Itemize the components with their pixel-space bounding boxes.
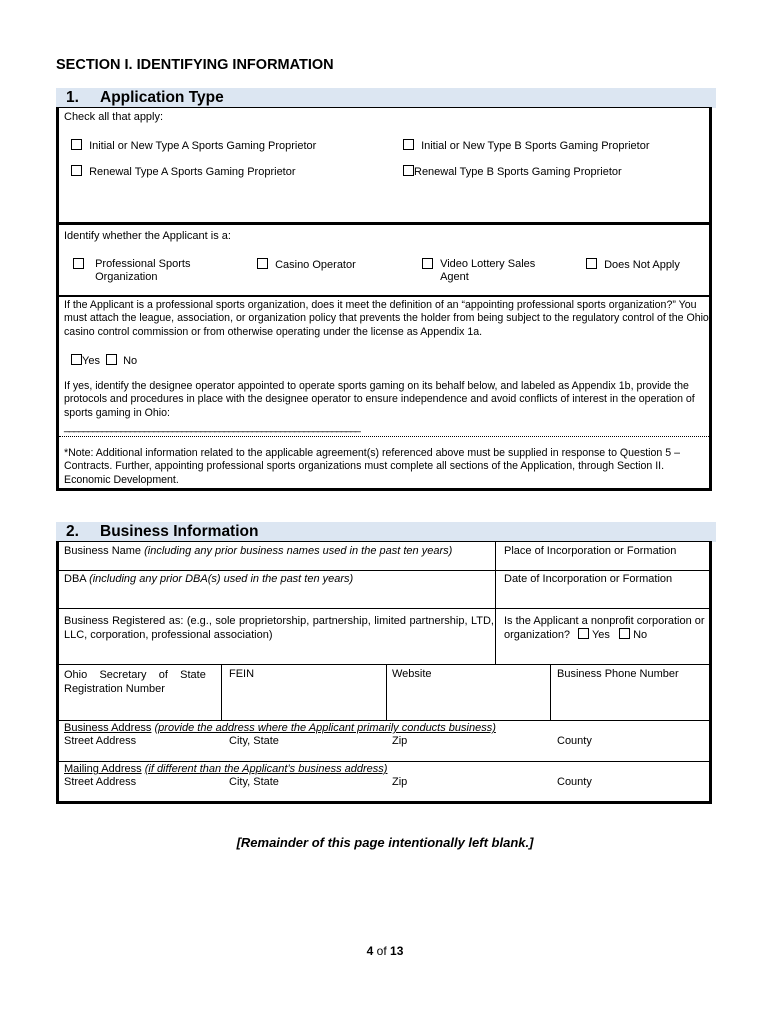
business-info-number: 2. xyxy=(66,523,79,540)
business-zip-label: Zip xyxy=(392,735,408,747)
type-video-lottery-line1: Video Lottery Sales xyxy=(440,258,536,270)
pso-answer xyxy=(71,354,137,368)
business-name-field[interactable] xyxy=(64,545,452,558)
nonprofit-question xyxy=(504,614,714,642)
checkbox-renewal-type-a[interactable] xyxy=(71,165,82,176)
pso-yes-label: Yes xyxy=(82,355,100,367)
page-of: of xyxy=(376,944,387,958)
business-address-label: Business Address xyxy=(64,722,152,734)
fein-field[interactable]: FEIN xyxy=(229,668,255,680)
option-renewal-type-b[interactable] xyxy=(403,165,622,179)
checkbox-pso-no[interactable] xyxy=(106,354,117,365)
divider xyxy=(59,570,709,571)
sos-label-line1: Ohio Secretary of State xyxy=(64,669,206,681)
divider xyxy=(59,295,709,297)
dba-hint: (including any prior DBA(s) used in the past ten years) xyxy=(89,573,354,585)
business-address-field[interactable] xyxy=(64,722,496,735)
nonprofit-no-label: No xyxy=(633,629,648,641)
option-initial-type-a[interactable] xyxy=(71,139,316,153)
checkbox-does-not-apply[interactable] xyxy=(586,258,597,269)
pso-no-label: No xyxy=(123,355,138,367)
nonprofit-q2: organization? xyxy=(504,629,571,641)
checkbox-renewal-type-b[interactable] xyxy=(403,165,414,176)
type-professional-sports-line1: Professional Sports xyxy=(95,258,191,270)
column-divider xyxy=(386,664,387,720)
registered-as-field[interactable]: Business Registered as: (e.g., sole proprietorship, partnership, limited partnership, LTD, LLC, corporation, professional association) xyxy=(64,615,494,641)
application-type-box xyxy=(56,107,712,491)
column-divider xyxy=(221,664,222,720)
nonprofit-q1: Is the Applicant a nonprofit corporation or xyxy=(504,615,705,627)
note-text: *Note: Additional information related to the applicable agreement(s) referenced above must be supplied in response to Question 5 – Contracts. Further, appointing professional sports organizations must complete all sections of the Application, through Section II. Economic Development. xyxy=(64,447,680,486)
sos-label-line2: Registration Number xyxy=(64,683,165,695)
divider xyxy=(59,222,709,225)
checkbox-pso-yes[interactable] xyxy=(71,354,82,365)
identify-label: Identify whether the Applicant is a: xyxy=(64,230,231,242)
designee-blank-line[interactable]: _______________________________________________________________ xyxy=(64,421,360,433)
column-divider xyxy=(550,664,551,720)
nonprofit-yes-label: Yes xyxy=(591,629,610,641)
application-type-number: 1. xyxy=(66,89,79,106)
business-info-title: Business Information xyxy=(100,523,259,540)
option-renewal-type-a-label: Renewal Type A Sports Gaming Proprietor xyxy=(89,166,296,178)
type-casino-operator-label: Casino Operator xyxy=(275,259,356,271)
checkbox-casino-operator[interactable] xyxy=(257,258,268,269)
type-does-not-apply[interactable] xyxy=(586,258,680,272)
type-does-not-apply-label: Does Not Apply xyxy=(604,259,680,271)
mailing-address-field[interactable] xyxy=(64,763,387,776)
business-address-hint: (provide the address where the Applicant primarily conducts business) xyxy=(154,722,496,734)
checkbox-initial-type-b[interactable] xyxy=(403,139,414,150)
check-all-label: Check all that apply: xyxy=(64,111,164,123)
business-county-label: County xyxy=(557,735,592,747)
pso-question: If the Applicant is a professional sports organization, does it meet the definition of an “appointing professional sports organization?” You must attach the league, association, or organization policy that prevents the holder from being subject to the regulatory control of the Ohio casino control commission or from otherwise operating under the license as Appendix 1a. xyxy=(64,299,709,338)
page-total: 13 xyxy=(390,944,404,958)
checkbox-professional-sports[interactable] xyxy=(73,258,84,269)
column-divider xyxy=(495,542,496,664)
type-casino-operator[interactable] xyxy=(257,258,356,272)
checkbox-nonprofit-yes[interactable] xyxy=(578,628,589,639)
application-type-title: Application Type xyxy=(100,89,224,106)
dba-label: DBA xyxy=(64,573,87,585)
checkbox-initial-type-a[interactable] xyxy=(71,139,82,150)
divider xyxy=(59,761,709,762)
business-info-header xyxy=(56,522,716,542)
dba-field[interactable] xyxy=(64,573,353,586)
designee-text: If yes, identify the designee operator appointed to operate sports gaming on its behalf below, and labeled as Appendix 1b, provide the protocols and procedures in place with the designee operator to ensure independence and avoid conflicts of interest in the operation of sports gaming in Ohio: xyxy=(64,380,695,419)
mailing-address-hint: (if different than the Applicant’s business address) xyxy=(144,763,388,775)
website-field[interactable]: Website xyxy=(392,668,432,680)
checkbox-video-lottery[interactable] xyxy=(422,258,433,269)
checkbox-nonprofit-no[interactable] xyxy=(619,628,630,639)
option-initial-type-b[interactable] xyxy=(403,139,650,153)
mailing-county-label: County xyxy=(557,776,592,788)
divider xyxy=(59,720,709,721)
type-video-lottery[interactable] xyxy=(422,258,535,284)
option-initial-type-a-label: Initial or New Type A Sports Gaming Proprietor xyxy=(89,140,317,152)
blank-page-note: [Remainder of this page intentionally left blank.] xyxy=(236,835,534,850)
business-name-hint: (including any prior business names used in the past ten years) xyxy=(144,545,453,557)
application-type-header xyxy=(56,88,716,108)
type-professional-sports[interactable] xyxy=(73,258,190,284)
option-initial-type-b-label: Initial or New Type B Sports Gaming Proprietor xyxy=(421,140,650,152)
type-video-lottery-line2: Agent xyxy=(440,271,469,283)
date-incorporation-field[interactable]: Date of Incorporation or Formation xyxy=(504,573,673,585)
section-title: SECTION I. IDENTIFYING INFORMATION xyxy=(56,57,334,73)
mailing-address-label: Mailing Address xyxy=(64,763,142,775)
divider xyxy=(59,608,709,609)
business-info-box xyxy=(56,541,712,804)
business-street-label: Street Address xyxy=(64,735,137,747)
mailing-city-state-label: City, State xyxy=(229,776,279,788)
mailing-zip-label: Zip xyxy=(392,776,408,788)
divider xyxy=(59,436,709,437)
type-professional-sports-line2: Organization xyxy=(95,271,158,283)
mailing-street-label: Street Address xyxy=(64,776,137,788)
option-renewal-type-a[interactable] xyxy=(71,165,296,179)
sos-registration-field[interactable] xyxy=(64,668,218,696)
page-number: 4 xyxy=(366,944,374,958)
business-city-state-label: City, State xyxy=(229,735,279,747)
option-renewal-type-b-label: Renewal Type B Sports Gaming Proprietor xyxy=(414,166,622,178)
business-name-label: Business Name xyxy=(64,545,142,557)
divider xyxy=(59,664,709,665)
business-phone-field[interactable]: Business Phone Number xyxy=(557,668,679,680)
page-footer xyxy=(0,944,770,958)
place-incorporation-field[interactable]: Place of Incorporation or Formation xyxy=(504,545,677,557)
